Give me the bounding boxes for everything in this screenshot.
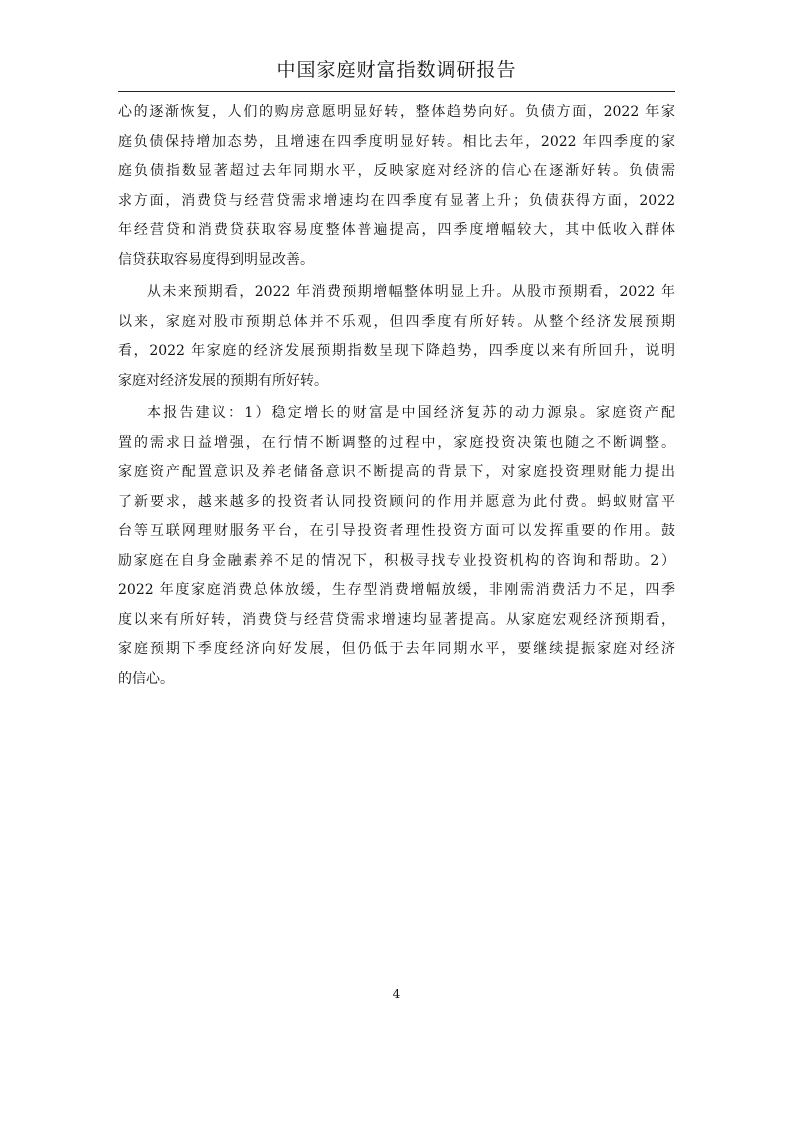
text-line: 台等互联网理财服务平台，在引导投资者理性投资方面可以发挥重要的作用。鼓 xyxy=(118,523,675,539)
report-body xyxy=(118,98,675,694)
text-line: 年经营贷和消费贷获取容易度整体普遍提高，四季度增幅较大，其中低收入群体 xyxy=(118,222,675,238)
text-line: 看，2022 年家庭的经济发展预期指数呈现下降趋势，四季度以来有所回升，说明 xyxy=(118,343,675,359)
text-line: 心的逐渐恢复，人们的购房意愿明显好转，整体趋势向好。负债方面，2022 年家 xyxy=(118,104,675,120)
paragraph-debt xyxy=(118,98,675,275)
text-line: 庭负债保持增加态势，且增速在四季度明显好转。相比去年，2022 年四季度的家 xyxy=(118,133,675,150)
paragraph-expectations xyxy=(118,278,675,396)
text-line: 2022 年度家庭消费总体放缓，生存型消费增幅放缓，非刚需消费活力不足，四季 xyxy=(118,582,675,598)
text-line: 从未来预期看，2022 年消费预期增幅整体明显上升。从股市预期看，2022 年 xyxy=(147,284,675,300)
text-line: 家庭预期下季度经济向好发展，但仍低于去年同期水平，要继续提振家庭对经济 xyxy=(118,641,675,657)
paragraph-recommendations xyxy=(118,399,675,694)
text-line: 以来，家庭对股市预期总体并不乐观，但四季度有所好转。从整个经济发展预期 xyxy=(118,313,675,330)
header-divider xyxy=(118,91,675,92)
text-line: 度以来有所好转，消费贷与经营贷需求增速均显著提高。从家庭宏观经济预期看， xyxy=(118,611,675,628)
text-line: 家庭对经济发展的预期有所好转。 xyxy=(118,372,328,389)
page-number: 4 xyxy=(392,987,401,1001)
text-line: 庭负债指数显著超过去年同期水平，反映家庭对经济的信心在逐渐好转。负债需 xyxy=(118,163,675,179)
page-header-title: 中国家庭财富指数调研报告 xyxy=(276,59,517,81)
text-line: 置的需求日益增强，在行情不断调整的过程中，家庭投资决策也随之不断调整。 xyxy=(118,434,675,451)
text-line: 的信心。 xyxy=(118,670,174,687)
text-line: 家庭资产配置意识及养老储备意识不断提高的背景下，对家庭投资理财能力提出 xyxy=(118,464,675,480)
text-line: 信贷获取容易度得到明显改善。 xyxy=(118,251,314,268)
text-line: 励家庭在自身金融素养不足的情况下，积极寻找专业投资机构的咨询和帮助。2） xyxy=(118,552,675,569)
text-line: 求方面，消费贷与经营贷需求增速均在四季度有显著上升；负债获得方面，2022 xyxy=(118,192,675,209)
text-line: 了新要求，越来越多的投资者认同投资顾问的作用并愿意为此付费。蚂蚁财富平 xyxy=(118,493,675,510)
text-line: 本报告建议：1）稳定增长的财富是中国经济复苏的动力源泉。家庭资产配 xyxy=(147,405,675,421)
